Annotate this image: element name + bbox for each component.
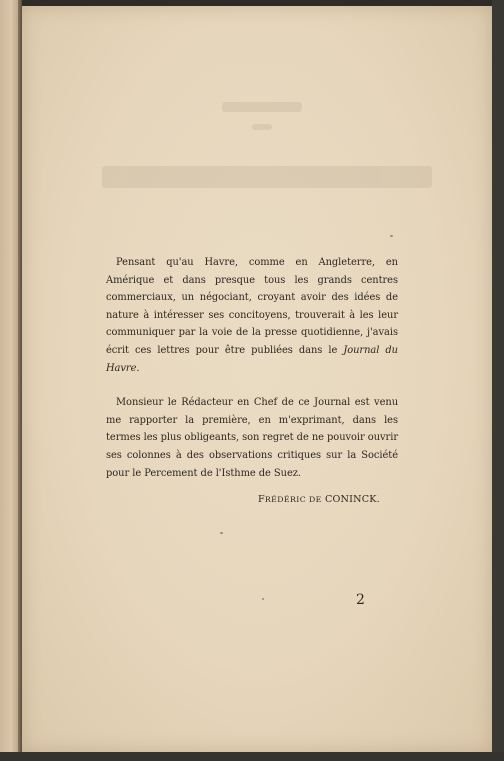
paragraph-1-end: . <box>136 362 140 374</box>
paper-speck <box>390 235 393 237</box>
page-number: 2 <box>356 592 365 608</box>
paper-speck <box>220 532 223 534</box>
paragraph-2: Monsieur le Rédacteur en Chef de ce Journal est venu me rapporter la première, en m'exprimant, dans les termes les plus obligeants, son regret de ne pouvoir ouvrir ses colonnes à des observations critiques sur la Société pour le Percement de l'Isthme de Suez. <box>106 397 398 479</box>
paragraph-1-text: Pensant qu'au Havre, comme en Angleterre, en Amérique et dans presque tous les grands centres commerciaux, un négociant, croyant avoir des idées de nature à intéresser ses concitoyens, trouverait à les leur communiquer par la voie de la presse quotidienne, j'avais écrit ces lettres pour être publiées dans le <box>106 257 398 356</box>
facing-page-edge <box>0 0 20 761</box>
signature-last-name: CONINCK. <box>324 494 380 505</box>
signature-first-name: RÉDÉRIC DE <box>264 495 322 504</box>
page-bottom-margin <box>0 752 504 761</box>
letter-text <box>106 254 398 482</box>
paragraph-1 <box>106 254 398 377</box>
show-through-text <box>102 84 432 214</box>
signature <box>258 494 380 505</box>
page-right-margin <box>492 0 504 761</box>
journal-title: Journal du Havre <box>106 344 398 374</box>
signature-initial: F <box>258 494 265 505</box>
paper-speck <box>262 598 264 600</box>
